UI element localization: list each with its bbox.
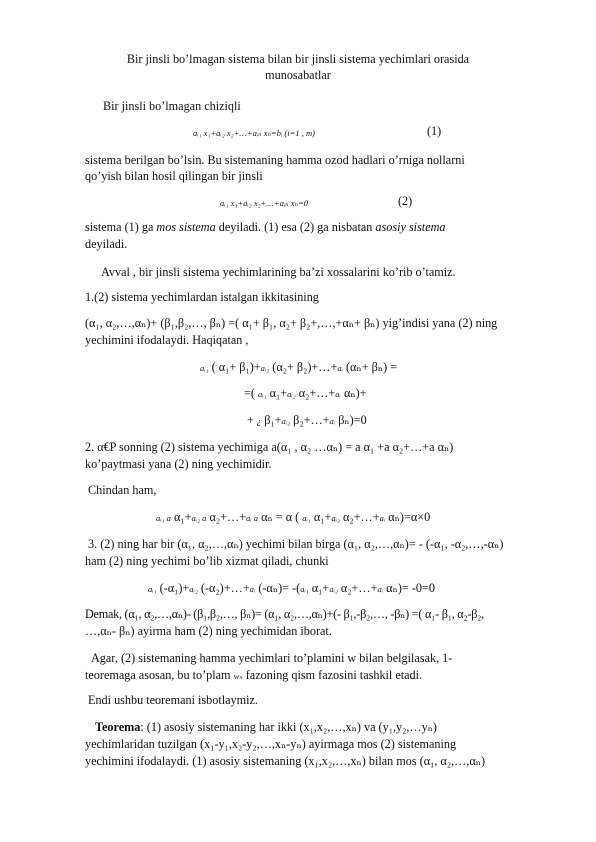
text-run: sistema (1) ga: [85, 220, 157, 234]
equation-2: aᵢ₁ x₁+aᵢ₂ x₂+…+aᵢₙ xₙ=0: [220, 198, 308, 208]
coef: aᵢ: [377, 584, 384, 594]
sum-line-1: [200, 360, 397, 375]
title-line-2: munosabatlar: [265, 68, 331, 82]
text-run: α₂+…+: [295, 386, 336, 400]
text-run: α₂+…+: [339, 510, 380, 524]
text-run: +: [247, 413, 257, 427]
coef: aᵢ₂: [281, 416, 291, 426]
coef: aᵢ₂ a: [191, 513, 207, 523]
text-run: αₙ)= -0=0: [383, 581, 435, 595]
text-run: fazoning qism fazosini tashkil etadi.: [242, 668, 423, 682]
coef: aᵢ₂: [260, 363, 270, 373]
text-run: (-α₂)+…+: [197, 581, 250, 595]
negation-formula: [148, 581, 435, 596]
coef: aᵢ₂: [329, 584, 338, 594]
paragraph-line: Endi ushbu teoremani isbotlaymiz.: [88, 693, 258, 707]
coef: aᵢ: [249, 584, 256, 594]
text-run: (-α₁)+: [156, 581, 190, 595]
coef: aᵢ: [329, 416, 336, 426]
text-run: : (1) asosiy sistemaning har ikki (x₁,x₂,…,xₙ) va (y₁,y₂,…yₙ): [140, 720, 437, 734]
text-run: =(: [244, 386, 258, 400]
paragraph-line: sistema berilgan bo’lsin. Bu sistemaning hamma ozod hadlari o’rniga nollarni: [85, 153, 465, 167]
text-run: (α₂+ β₂)+…+: [269, 360, 338, 374]
paragraph-line: Chindan ham,: [88, 483, 157, 497]
paragraph-line: …,αₙ- βₙ) ayirma ham (2) ning yechimidan iborat.: [85, 624, 332, 638]
text-run: (αₙ+ βₙ) =: [342, 360, 398, 374]
text-run: βₙ)=0: [335, 413, 367, 427]
text-run: αₙ = α (: [258, 510, 303, 524]
text-run: α₁+: [310, 510, 332, 524]
paragraph-line: yechimlaridan tuzilgan (x₁-y₁,x₂-y₂,…,xₙ-yₙ) ayirmaga mos (2) sistemaning: [85, 737, 457, 751]
equation-1: aᵢ₁ x₁+aᵢ₂ x₂+…+aᵢₙ xₙ=bᵢ (i=1 , m): [193, 128, 315, 138]
paragraph-line: Agar, (2) sistemaning hamma yechimlari to’plamini w bilan belgilasak, 1-: [91, 651, 453, 665]
coef: aᵢ₁: [300, 584, 309, 594]
paragraph-line: ham (2) ning yechimi bo’lib xizmat qiladi, chunki: [85, 554, 329, 568]
text-run: β₂+…+: [290, 413, 330, 427]
paragraph-line: Demak, (α₁, α₂,…,αₙ)- (β₁,β₂,…, βₙ)= (α₁, α₂,…,αₙ)+(- β₁,-β₂,…, -βₙ) =( α₁- β₁, α₂-β₂,: [85, 607, 484, 621]
text-run: α₂+…+: [206, 510, 247, 524]
paragraph-line: [85, 668, 422, 683]
text-run: αₙ)+: [340, 386, 367, 400]
coef: aᵢ: [335, 389, 341, 399]
property-2-line: 2. α€P sonning (2) sistema yechimiga a(α₁ , α₂ …αₙ) = a α₁ +a α₂+…+a αₙ): [85, 440, 454, 454]
paragraph-line: yechimini ifodalaydi. (1) asosiy sistemaning (x₁,x₂,…,xₙ) bilan mos (α₁, α₂,…,αₙ): [85, 754, 486, 768]
text-run: α₁+: [170, 510, 192, 524]
text-run: deyiladi. (1) esa (2) ga nisbatan: [215, 220, 376, 234]
coef: aᵢ₂: [287, 389, 296, 399]
text-run: teoremaga asosan, bu to’plam: [85, 668, 234, 682]
coef: aᵢ a: [246, 513, 259, 523]
paragraph-line: yechimini ifodalaydi. Haqiqatan ,: [85, 333, 249, 347]
paragraph-line: (α₁, α₂,…,αₙ)+ (β₁,β₂,…, βₙ) =( α₁+ β₁, α₂+ β₂+,…,+αₙ+ βₙ) yig’indisi yana (2) ning: [85, 316, 498, 330]
term-asosiy-sistema: asosiy sistema: [375, 220, 446, 234]
coef: aᵢ₁: [257, 389, 267, 399]
property-1-heading: 1.(2) sistema yechimlardan istalgan ikkitasining: [85, 290, 319, 304]
text-run: αₙ)=α×0: [385, 510, 431, 524]
paragraph-line: deyiladi.: [85, 237, 128, 251]
space-symbol: wₙ: [233, 671, 243, 681]
sum-line-2: [244, 386, 367, 401]
coef: aᵢ₁ a: [156, 513, 171, 523]
term-mos-sistema: mos sistema: [156, 220, 216, 234]
coef: aᵢ₁: [148, 584, 157, 594]
paragraph-line: [85, 220, 446, 234]
coef: aᵢ₂: [189, 584, 198, 594]
sum-line-3: [247, 413, 367, 428]
paragraph-line: Avval , bir jinsli sistema yechimlarining ba’zi xossalarini ko’rib o’tamiz.: [101, 265, 456, 279]
coef: aᵢ₁: [200, 363, 209, 373]
text-run: ( α₁+ β₁)+: [208, 360, 261, 374]
property-3-line: 3. (2) ning har bir (α₁, α₂,…,αₙ) yechimi bilan birga (α₁, α₂,…,αₙ)= - (-α₁, -α₂,…,-αₙ): [88, 537, 504, 551]
coef: aᵢ: [379, 513, 386, 523]
text-run: (-αₙ)= -(: [255, 581, 301, 595]
coef: aᵢ₁: [302, 513, 311, 523]
text-run: α₁+: [308, 581, 330, 595]
intro-line: Bir jinsli bo’lmagan chiziqli: [103, 99, 241, 113]
paragraph-line: qo’yish bilan hosil qilingan bir jinsli: [85, 169, 263, 183]
equation-2-number: (2): [398, 194, 413, 208]
coef: aᵢ₂: [331, 513, 340, 523]
coef: ¿: [256, 416, 262, 426]
theorem-label: Teorema: [95, 720, 141, 734]
equation-1-number: (1): [427, 124, 442, 138]
title-line-1: Bir jinsli bo’lmagan sistema bilan bir jinsli sistema yechimlari orasida: [126, 52, 470, 66]
text-run: α₁+: [266, 386, 288, 400]
text-run: α₂+…+: [337, 581, 378, 595]
paragraph-line: ko’paytmasi yana (2) ning yechimidir.: [85, 457, 272, 471]
coef: aᵢ: [337, 363, 343, 373]
scalar-formula: [156, 510, 430, 525]
text-run: β₁+: [261, 413, 282, 427]
theorem-line: [95, 720, 437, 734]
